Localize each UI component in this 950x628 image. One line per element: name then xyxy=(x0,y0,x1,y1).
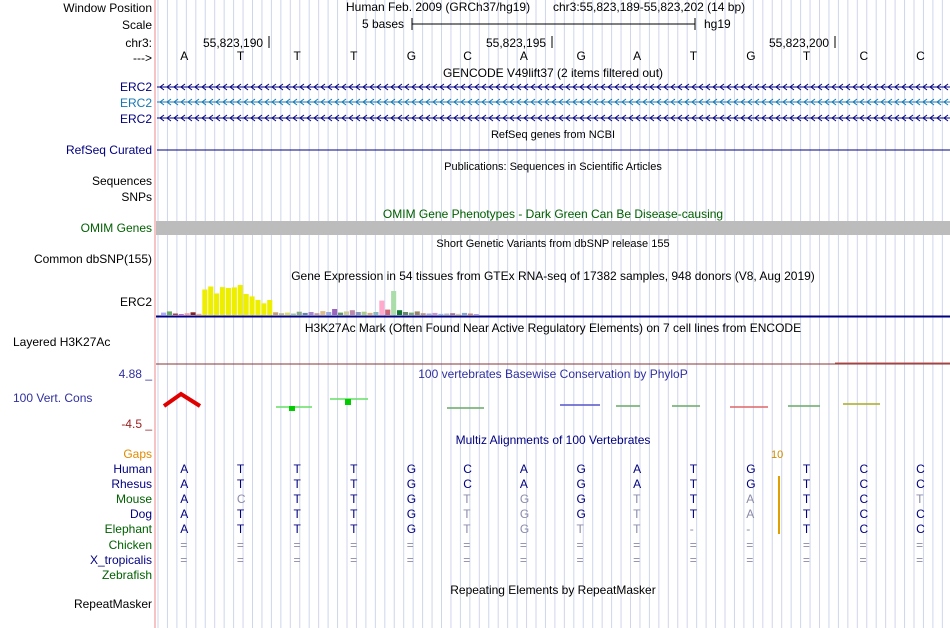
position-text: chr3:55,823,189-55,823,202 (14 bp) xyxy=(553,0,746,14)
alignment-base: T xyxy=(236,522,245,537)
refseq-track-title[interactable]: RefSeq genes from NCBI xyxy=(490,129,616,141)
gencode-track-title[interactable]: GENCODE V49lift37 (2 items filtered out) xyxy=(442,66,664,80)
alignment-base: = xyxy=(519,537,527,552)
reference-base: T xyxy=(802,49,811,63)
alignment-base: C xyxy=(916,477,925,492)
reference-base: T xyxy=(689,49,698,63)
alignment-base: = xyxy=(180,537,188,552)
alignment-base: G xyxy=(519,492,530,507)
alignment-base: T xyxy=(293,522,301,537)
alignment-base: = xyxy=(916,537,924,552)
h3k27ac-track-title[interactable]: H3K27Ac Mark (Often Found Near Active Regulatory Elements) on 7 cell lines from ENCODE xyxy=(304,321,802,335)
gtex-tissue-bar xyxy=(273,312,278,315)
gtex-track-label[interactable]: ERC2 xyxy=(119,295,152,309)
gtex-tissue-bar xyxy=(267,300,272,315)
multiz-track-title[interactable]: Multiz Alignments of 100 Vertebrates xyxy=(455,433,651,447)
gtex-tissue-bar xyxy=(179,314,184,315)
reference-base: G xyxy=(576,49,586,63)
alignment-base: G xyxy=(576,462,586,476)
gtex-track-title[interactable]: Gene Expression in 54 tissues from GTEx RNA-seq of 17382 samples, 948 donors (V8, Aug 2019) xyxy=(291,269,815,283)
alignment-base: C xyxy=(463,477,472,492)
gtex-tissue-bar xyxy=(379,301,384,315)
reference-base: T xyxy=(236,49,245,63)
gtex-tissue-bar xyxy=(438,314,443,315)
gtex-tissue-bar xyxy=(320,311,325,315)
alignment-base: A xyxy=(180,477,189,492)
alignment-base: = xyxy=(916,552,924,567)
species-label[interactable]: Rhesus xyxy=(111,477,152,492)
alignment-base: T xyxy=(350,462,358,476)
gtex-tissue-bar xyxy=(326,312,331,315)
gtex-tissue-bar xyxy=(368,313,373,315)
alignment-base: G xyxy=(746,462,756,476)
gap-count: 10 xyxy=(771,449,784,461)
reference-base: T xyxy=(293,49,301,63)
alignment-base: = xyxy=(406,552,414,567)
strand-label: ---> xyxy=(133,51,152,65)
gtex-tissue-bar xyxy=(314,313,319,315)
alignment-base: T xyxy=(236,477,245,492)
species-label[interactable]: Dog xyxy=(129,507,152,522)
gtex-tissue-bar xyxy=(173,314,178,316)
publications-label-sequences[interactable]: Sequences xyxy=(91,174,152,188)
gtex-tissue-bar xyxy=(232,287,237,315)
alignment-base: C xyxy=(859,522,869,537)
reference-base: C xyxy=(916,49,925,63)
gtex-tissue-bar xyxy=(444,314,449,316)
gtex-tissue-bar xyxy=(468,314,473,316)
alignment-base: T xyxy=(236,507,245,522)
gtex-tissue-bar xyxy=(350,310,355,315)
species-label[interactable]: Chicken xyxy=(108,537,152,552)
omim-track-label[interactable]: OMIM Genes xyxy=(80,221,152,235)
gtex-tissue-bar xyxy=(291,314,296,316)
alignment-base: T xyxy=(689,462,698,476)
reference-base: C xyxy=(859,49,869,63)
publications-track-title[interactable]: Publications: Sequences in Scientific Articles xyxy=(444,161,662,173)
species-label[interactable]: Zebrafish xyxy=(101,567,152,582)
reference-base: A xyxy=(633,49,642,63)
alignment-base: T xyxy=(236,462,245,476)
gtex-tissue-bar xyxy=(261,303,266,315)
alignment-base: = xyxy=(293,552,301,567)
gtex-tissue-bar xyxy=(226,288,231,315)
alignment-base: T xyxy=(350,492,358,507)
alignment-base: G xyxy=(406,477,417,492)
gtex-tissue-bar xyxy=(427,314,432,316)
alignment-base: G xyxy=(406,507,417,522)
alignment-base: A xyxy=(180,492,189,507)
alignment-base: = xyxy=(463,552,471,567)
gtex-tissue-bar xyxy=(244,294,249,315)
gtex-tissue-bar xyxy=(208,287,213,316)
alignment-base: T xyxy=(802,507,811,522)
gtex-tissue-bar xyxy=(362,312,367,315)
gtex-tissue-bar xyxy=(185,313,190,315)
alignment-base: T xyxy=(463,507,471,522)
alignment-base: A xyxy=(633,477,642,492)
alignment-base: A xyxy=(519,477,528,492)
gtex-tissue-bar xyxy=(338,313,343,315)
gencode-item-label[interactable]: ERC2 xyxy=(119,80,152,94)
alignment-base: G xyxy=(576,477,586,492)
alignment-base: G xyxy=(519,507,530,522)
reference-base: G xyxy=(746,49,756,63)
gtex-tissue-bar xyxy=(167,311,172,315)
alignment-base: = xyxy=(746,552,754,567)
gtex-tissue-bar xyxy=(297,312,302,315)
gtex-tissue-bar xyxy=(450,313,455,315)
alignment-base: T xyxy=(576,522,584,537)
gtex-tissue-bar xyxy=(250,296,255,315)
gtex-tissue-bar xyxy=(196,314,201,315)
alignment-base: T xyxy=(350,477,358,492)
omim-feature-bar xyxy=(156,221,950,235)
gtex-tissue-bar xyxy=(285,313,290,315)
alignment-base: = xyxy=(689,537,697,552)
gtex-tissue-bar xyxy=(474,314,479,315)
repeatmasker-track-label[interactable]: RepeatMasker xyxy=(73,597,152,611)
alignment-base: = xyxy=(236,537,244,552)
gtex-tissue-bar xyxy=(214,293,219,315)
conservation-insert-glyph xyxy=(164,394,200,406)
alignment-base: = xyxy=(463,537,471,552)
alignment-base: C xyxy=(859,507,869,522)
gtex-tissue-bar xyxy=(309,312,314,315)
alignment-base: T xyxy=(633,492,641,507)
alignment-base: T xyxy=(689,492,698,507)
alignment-base: T xyxy=(293,492,301,507)
conservation-min-label: -4.5 _ xyxy=(121,417,152,431)
alignment-base: G xyxy=(406,462,417,476)
alignment-base: C xyxy=(859,492,869,507)
gtex-tissue-bar xyxy=(462,313,467,315)
alignment-base: = xyxy=(859,537,867,552)
conservation-max-label: 4.88 _ xyxy=(118,367,152,381)
alignment-base: T xyxy=(350,507,358,522)
reference-base: A xyxy=(180,49,189,63)
assembly-short: hg19 xyxy=(704,17,731,31)
alignment-base: = xyxy=(859,552,867,567)
alignment-base: C xyxy=(916,522,925,537)
dbsnp-track-label[interactable]: Common dbSNP(155) xyxy=(33,252,152,266)
dbsnp-track-title[interactable]: Short Genetic Variants from dbSNP release 155 xyxy=(436,238,670,250)
gtex-tissue-bar xyxy=(409,313,414,315)
alignment-base: T xyxy=(633,507,641,522)
species-label[interactable]: Mouse xyxy=(115,492,152,507)
window-position-label: Window Position xyxy=(63,1,152,15)
alignment-base: T xyxy=(350,522,358,537)
gtex-tissue-bar xyxy=(303,313,308,315)
species-label[interactable]: Human xyxy=(113,462,152,476)
gtex-tissue-bar xyxy=(332,309,337,315)
alignment-base: - xyxy=(689,522,694,537)
gtex-tissue-bar xyxy=(220,287,225,315)
alignment-base: T xyxy=(633,522,641,537)
alignment-base: G xyxy=(576,492,586,507)
alignment-base: = xyxy=(633,552,641,567)
coord-tick-label: 55,823,200 xyxy=(769,36,830,50)
alignment-base: G xyxy=(576,507,586,522)
gtex-tissue-bar xyxy=(397,310,402,315)
gaps-label[interactable]: Gaps xyxy=(123,447,152,461)
reference-base: T xyxy=(350,49,358,63)
scale-text: 5 bases xyxy=(362,17,405,31)
gtex-tissue-bar xyxy=(161,313,166,315)
alignment-base: T xyxy=(293,462,301,476)
gtex-tissue-bar xyxy=(279,313,284,315)
alignment-base: A xyxy=(180,507,189,522)
alignment-base: = xyxy=(350,552,358,567)
gtex-tissue-bar xyxy=(421,313,426,315)
alignment-base: C xyxy=(916,462,925,476)
alignment-base: = xyxy=(236,552,244,567)
alignment-base: T xyxy=(802,522,811,537)
gtex-tissue-bar xyxy=(415,311,420,315)
conservation-track-label[interactable]: 100 Vert. Cons xyxy=(13,391,93,405)
alignment-base: = xyxy=(746,537,754,552)
alignment-base: C xyxy=(463,462,472,476)
species-label[interactable]: Elephant xyxy=(104,522,152,537)
refseq-track-label[interactable]: RefSeq Curated xyxy=(65,143,152,157)
conservation-score-bar xyxy=(345,399,351,405)
gtex-tissue-bar xyxy=(432,313,437,315)
alignment-base: = xyxy=(293,537,301,552)
scale-label: Scale xyxy=(121,18,152,32)
alignment-base: G xyxy=(746,477,756,492)
publications-label-snps[interactable]: SNPs xyxy=(121,190,152,204)
reference-base: G xyxy=(406,49,417,63)
alignment-base: T xyxy=(293,477,301,492)
alignment-base: T xyxy=(293,507,301,522)
alignment-base: A xyxy=(633,462,642,476)
alignment-base: A xyxy=(746,507,755,522)
gtex-tissue-bar xyxy=(385,310,390,315)
gtex-tissue-bar xyxy=(255,300,260,315)
conservation-score-bar xyxy=(289,406,295,411)
gtex-tissue-bar xyxy=(403,312,408,315)
alignment-base: = xyxy=(406,537,414,552)
alignment-base: = xyxy=(576,537,584,552)
gtex-tissue-bar xyxy=(373,312,378,315)
alignment-base: T xyxy=(802,477,811,492)
alignment-base: = xyxy=(802,537,810,552)
alignment-base: = xyxy=(802,552,810,567)
coord-tick-label: 55,823,190 xyxy=(203,36,264,50)
gencode-item-label[interactable]: ERC2 xyxy=(119,96,152,110)
alignment-base: T xyxy=(689,507,698,522)
alignment-base: = xyxy=(519,552,527,567)
alignment-base: T xyxy=(689,477,698,492)
alignment-base: C xyxy=(859,462,869,476)
alignment-base: A xyxy=(180,522,189,537)
alignment-base: T xyxy=(802,492,811,507)
alignment-base: T xyxy=(463,522,471,537)
gtex-tissue-bar xyxy=(456,314,461,315)
alignment-base: T xyxy=(916,492,924,507)
coord-tick-label: 55,823,195 xyxy=(486,36,547,50)
alignment-base: C xyxy=(236,492,246,507)
alignment-base: A xyxy=(180,462,189,476)
gencode-item-label[interactable]: ERC2 xyxy=(119,112,152,126)
alignment-base: T xyxy=(802,462,811,476)
alignment-base: G xyxy=(406,492,417,507)
gtex-tissue-bar xyxy=(344,311,349,315)
chrom-label: chr3: xyxy=(125,36,152,50)
gtex-tissue-bar xyxy=(356,312,361,315)
h3k27ac-track-label[interactable]: Layered H3K27Ac xyxy=(13,335,111,349)
alignment-base: = xyxy=(576,552,584,567)
alignment-base: = xyxy=(689,552,697,567)
alignment-base: C xyxy=(916,507,925,522)
gtex-tissue-bar xyxy=(191,312,196,315)
alignment-base: G xyxy=(519,522,530,537)
alignment-base: = xyxy=(350,537,358,552)
alignment-base: = xyxy=(633,537,641,552)
alignment-base: - xyxy=(746,522,751,537)
alignment-base: C xyxy=(859,477,869,492)
reference-base: A xyxy=(519,49,528,63)
conservation-track-title[interactable]: 100 vertebrates Basewise Conservation by PhyloP xyxy=(418,367,688,381)
alignment-base: A xyxy=(746,492,755,507)
assembly-title: Human Feb. 2009 (GRCh37/hg19) xyxy=(346,0,531,14)
gtex-tissue-bar xyxy=(391,291,396,315)
repeatmasker-track-title[interactable]: Repeating Elements by RepeatMasker xyxy=(450,583,656,597)
gtex-tissue-bar xyxy=(202,290,207,316)
gtex-tissue-bar xyxy=(238,285,243,315)
omim-track-title[interactable]: OMIM Gene Phenotypes - Dark Green Can Be Disease-causing xyxy=(382,207,724,221)
reference-base: C xyxy=(463,49,472,63)
alignment-base: A xyxy=(519,462,528,476)
alignment-base: = xyxy=(180,552,188,567)
alignment-base: T xyxy=(463,492,471,507)
species-label[interactable]: X_tropicalis xyxy=(89,552,152,567)
alignment-base: G xyxy=(406,522,417,537)
